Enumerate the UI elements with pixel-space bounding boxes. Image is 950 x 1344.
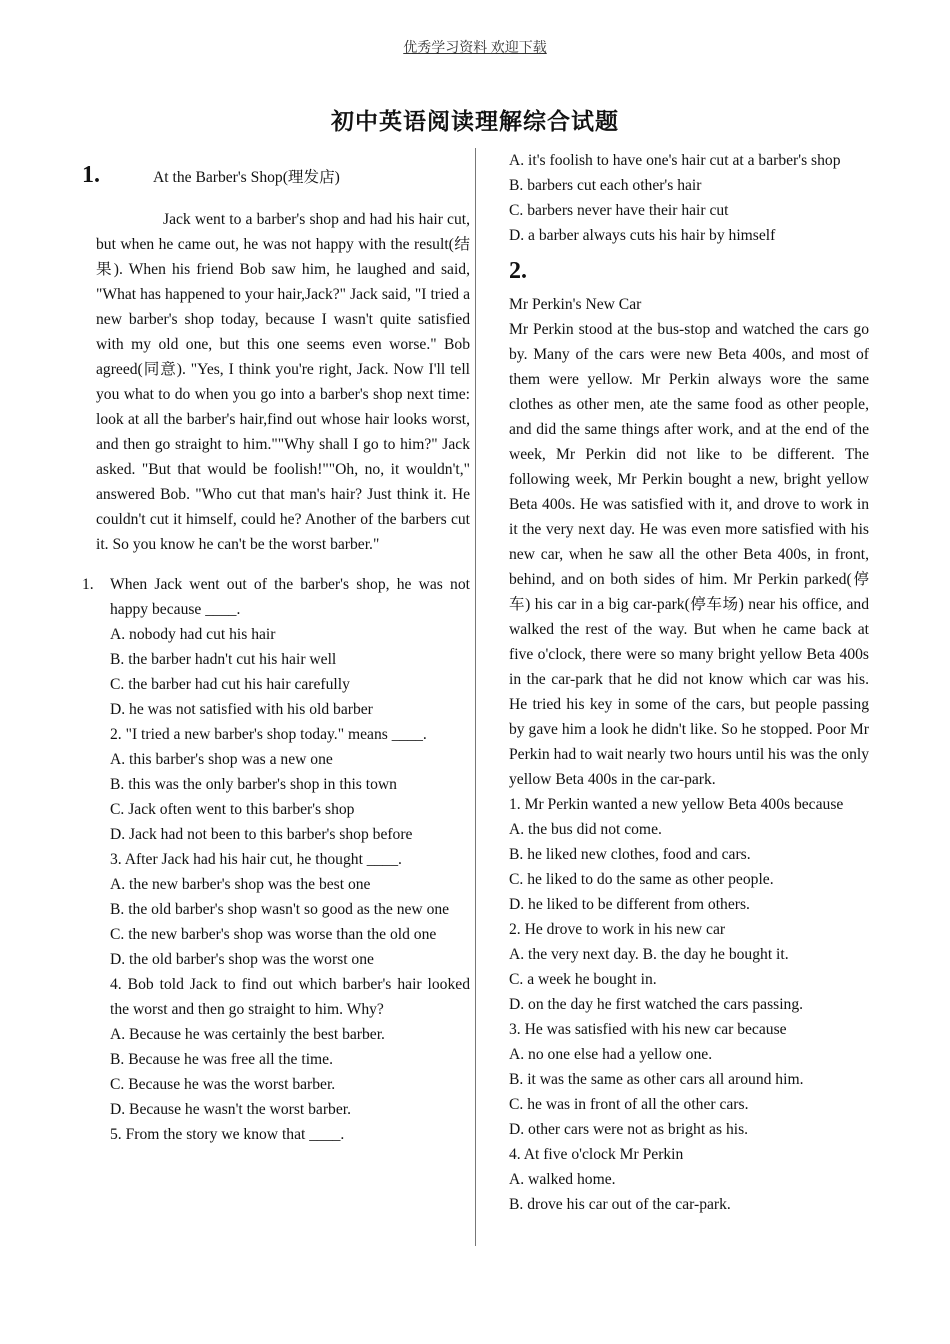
page-title: 初中英语阅读理解综合试题 bbox=[331, 109, 619, 134]
question-1-text: When Jack went out of the barber's shop, he was not happy because ____. bbox=[110, 576, 470, 618]
section2-questions bbox=[509, 792, 869, 1217]
option-line: D. a barber always cuts his hair by himself bbox=[509, 227, 776, 244]
question-line: 2. He drove to work in his new car bbox=[509, 921, 726, 938]
section2-number: 2. bbox=[509, 258, 527, 284]
question-line: C. he liked to do the same as other people. bbox=[509, 871, 774, 888]
question-line: D. on the day he first watched the cars passing. bbox=[509, 996, 804, 1013]
question-line: B. drove his car out of the car-park. bbox=[509, 1196, 731, 1213]
question-line: A. the very next day. B. the day he bought it. bbox=[509, 946, 789, 963]
question-line: B. the barber hadn't cut his hair well bbox=[110, 651, 337, 668]
question-line: C. Because he was the worst barber. bbox=[110, 1076, 336, 1093]
question-line: 3. After Jack had his hair cut, he thought ____. bbox=[110, 851, 402, 868]
section1-number: 1. bbox=[82, 162, 100, 188]
section1-story-title: At the Barber's Shop(理发店) bbox=[153, 169, 340, 186]
question-line: D. the old barber's shop was the worst one bbox=[110, 951, 374, 968]
option-line: B. barbers cut each other's hair bbox=[509, 177, 702, 194]
question-line: D. Jack had not been to this barber's shop before bbox=[110, 826, 413, 843]
question-1-number: 1. bbox=[82, 576, 94, 593]
question-line: A. walked home. bbox=[509, 1171, 616, 1188]
section2-passage: Mr Perkin stood at the bus-stop and watched the cars go by. Many of the cars were new Beta 400s, and most of them were yellow. Mr Perkin always wore the same clothes as other men, ate the same food as other people, and did the same things after work, and at the end of the week, Mr Perkin did not like to be different. The following week, Mr Perkin bought a new, bright yellow Beta 400s. He was satisfied with it, and drove to work in it the very next day. He was even more satisfied with his new car, when he saw all the other Beta 400s, in front, behind, and on both sides of him. Mr Perkin parked(停车) his car in a big car-park(停车场) near his office, and walked the rest of the way. But when he came back at five o'clock, there were so many bright yellow Beta 400s in the car-park that he did not know which car was his. He tried his key in some of the cars, but people passing by gave him a look he didn't like. So he stopped. Poor Mr Perkin had to wait nearly two hours until his was the only yellow Beta 400s in the car-park. bbox=[509, 321, 869, 788]
question-line: A. this barber's shop was a new one bbox=[110, 751, 333, 768]
question-line: 4. At five o'clock Mr Perkin bbox=[509, 1146, 684, 1163]
question-line: C. the barber had cut his hair carefully bbox=[110, 676, 350, 693]
question-line: C. a week he bought in. bbox=[509, 971, 657, 988]
section1-passage bbox=[96, 207, 470, 557]
question-line: B. the old barber's shop wasn't so good as the new one bbox=[110, 901, 450, 918]
section1-passage-text: Jack went to a barber's shop and had his hair cut, but when he came out, he was not happy with the result(结果). When his friend Bob saw him, he laughed and said, "What has happened to your hair,Jack?" Jack said, "I tried a new barber's shop today, because I wasn't quite satisfied with my old one, but this one seems even worse." Bob agreed(同意). "Yes, I think you're right, Jack. Now I'll tell you what to do when you go into a barber's shop next time: look at all the barber's hair,find out whose hair looks worst, and then go straight to him.""Why shall I go to him?" Jack asked. "But that would be foolish!""Oh, no, it wouldn't," answered Bob. "Who cut that man's hair? Just think it. He couldn't cut it himself, could he? Another of the barbers cut it. So you know he can't be the worst barber." bbox=[96, 211, 470, 553]
question-line: A. the new barber's shop was the best one bbox=[110, 876, 371, 893]
question-line: D. he liked to be different from others. bbox=[509, 896, 750, 913]
question-line: D. he was not satisfied with his old barber bbox=[110, 701, 373, 718]
question-line: A. no one else had a yellow one. bbox=[509, 1046, 713, 1063]
question-line: D. Because he wasn't the worst barber. bbox=[110, 1101, 351, 1118]
left-column bbox=[82, 158, 470, 1147]
question-line: C. he was in front of all the other cars. bbox=[509, 1096, 749, 1113]
question-1 bbox=[82, 572, 470, 622]
question-line: A. Because he was certainly the best barber. bbox=[110, 1026, 385, 1043]
question-line: A. the bus did not come. bbox=[509, 821, 662, 838]
question-line: 2. "I tried a new barber's shop today." means ____. bbox=[110, 726, 427, 743]
question-line: C. the new barber's shop was worse than the old one bbox=[110, 926, 437, 943]
question-line: 4. Bob told Jack to find out which barber's hair looked the worst and then go straight to him. Why? bbox=[110, 976, 470, 1018]
section1-questions bbox=[82, 572, 470, 1147]
question-line: 3. He was satisfied with his new car because bbox=[509, 1021, 787, 1038]
question-line: B. it was the same as other cars all around him. bbox=[509, 1071, 804, 1088]
question-line: B. this was the only barber's shop in this town bbox=[110, 776, 397, 793]
question-line: B. Because he was free all the time. bbox=[110, 1051, 333, 1068]
question-line: C. Jack often went to this barber's shop bbox=[110, 801, 355, 818]
question-line: 5. From the story we know that ____. bbox=[110, 1126, 345, 1143]
section1-heading bbox=[82, 158, 470, 192]
page-header bbox=[0, 37, 950, 57]
question-line: D. other cars were not as bright as his. bbox=[509, 1121, 749, 1138]
option-line: A. it's foolish to have one's hair cut at a barber's shop bbox=[509, 152, 841, 169]
right-column bbox=[509, 148, 869, 1217]
header-banner: 优秀学习资料 欢迎下载 bbox=[403, 41, 547, 56]
section1-continued bbox=[509, 148, 869, 248]
question-line: 1. Mr Perkin wanted a new yellow Beta 400s because bbox=[509, 796, 844, 813]
option-line: C. barbers never have their hair cut bbox=[509, 202, 729, 219]
question-line: B. he liked new clothes, food and cars. bbox=[509, 846, 751, 863]
question-line: A. nobody had cut his hair bbox=[110, 626, 276, 643]
section2-story-title: Mr Perkin's New Car bbox=[509, 296, 642, 313]
column-divider bbox=[475, 148, 476, 1246]
